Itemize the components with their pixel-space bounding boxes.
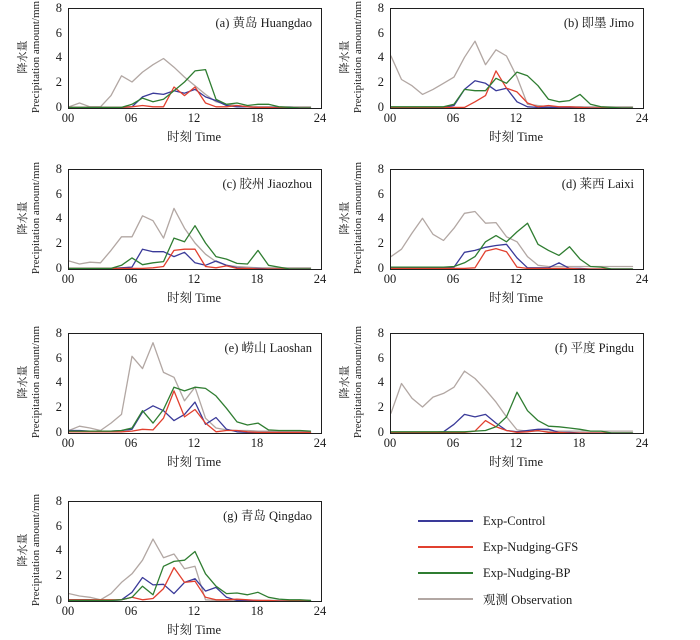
- y-tick-label: 2: [377, 400, 384, 414]
- y-tick-label: 6: [55, 351, 62, 365]
- y-tick-label: 6: [55, 26, 62, 40]
- x-tick-label: 12: [187, 436, 201, 450]
- y-tick-label: 0: [55, 261, 62, 275]
- y-tick-label: 0: [55, 593, 62, 607]
- x-tick-label: 06: [446, 436, 460, 450]
- subplot-title: (e) 崂山 Laoshan: [224, 341, 312, 355]
- y-axis-label-cn: 降水量: [339, 201, 351, 235]
- y-axis-label-en: Precipitation amount/mm: [352, 325, 364, 439]
- y-tick-label: 8: [377, 1, 384, 15]
- legend-line-exp-control: [418, 520, 473, 522]
- y-tick-label: 6: [377, 26, 384, 40]
- x-axis-label: 时刻 Time: [488, 291, 544, 305]
- x-tick-label: 00: [61, 111, 75, 125]
- series-line-gfs: [69, 87, 311, 108]
- legend-label: Exp-Nudging-BP: [483, 565, 571, 580]
- x-tick-label: 18: [250, 436, 264, 450]
- x-tick-label: 00: [383, 111, 397, 125]
- subplot-title: (g) 青岛 Qingdao: [223, 509, 312, 523]
- y-tick-label: 2: [55, 75, 62, 89]
- legend-line-observation: [418, 598, 473, 600]
- y-tick-label: 2: [55, 236, 62, 250]
- x-tick-label: 24: [635, 436, 649, 450]
- series-line-obs: [69, 59, 311, 107]
- subplot-e-laoshan: [0, 325, 350, 473]
- y-tick-label: 6: [377, 187, 384, 201]
- y-tick-label: 4: [55, 211, 62, 225]
- x-tick-label: 00: [61, 272, 75, 286]
- x-tick-label: 12: [509, 272, 523, 286]
- x-tick-label: 24: [635, 111, 649, 125]
- y-tick-label: 2: [377, 236, 384, 250]
- y-tick-label: 8: [377, 326, 384, 340]
- y-axis-label-en: Precipitation amount/mm: [352, 161, 364, 275]
- x-tick-label: 18: [572, 272, 586, 286]
- x-tick-label: 00: [61, 604, 75, 618]
- y-axis-label-cn: 降水量: [17, 201, 29, 235]
- x-tick-label: 06: [124, 604, 138, 618]
- y-axis-label-en: Precipitation amount/mm: [30, 161, 42, 275]
- x-tick-label: 18: [250, 272, 264, 286]
- y-tick-label: 8: [377, 162, 384, 176]
- y-tick-label: 0: [377, 425, 384, 439]
- y-axis-label-cn: 降水量: [339, 365, 351, 399]
- x-tick-label: 00: [383, 436, 397, 450]
- series-line-bp: [69, 226, 311, 269]
- legend: [322, 493, 672, 640]
- series-line-control: [391, 81, 633, 108]
- y-tick-label: 4: [377, 375, 384, 389]
- y-tick-label: 6: [55, 187, 62, 201]
- x-tick-label: 06: [446, 111, 460, 125]
- x-tick-label: 18: [250, 111, 264, 125]
- legend-line-exp-nudging-gfs: [418, 546, 473, 548]
- subplot-title: (a) 黄岛 Huangdao: [215, 16, 312, 30]
- series-line-bp: [391, 223, 633, 269]
- x-tick-label: 24: [313, 272, 327, 286]
- y-tick-label: 4: [55, 375, 62, 389]
- subplot-g-qingdao: [0, 493, 350, 640]
- x-tick-label: 24: [313, 111, 327, 125]
- x-tick-label: 24: [313, 436, 327, 450]
- x-axis-label: 时刻 Time: [166, 455, 222, 469]
- legend-item-exp-nudging-bp: [418, 563, 571, 583]
- legend-item-observation: [418, 589, 572, 609]
- subplot-title: (b) 即墨 Jimo: [563, 16, 634, 30]
- y-tick-label: 8: [55, 162, 62, 176]
- legend-line-exp-nudging-bp: [418, 572, 473, 574]
- y-axis-label-en: Precipitation amount/mm: [30, 0, 42, 114]
- y-tick-label: 0: [377, 100, 384, 114]
- x-tick-label: 06: [446, 272, 460, 286]
- x-axis-label: 时刻 Time: [166, 130, 222, 144]
- x-tick-label: 18: [572, 436, 586, 450]
- legend-item-exp-control: [418, 511, 546, 531]
- series-line-obs: [391, 41, 633, 107]
- y-axis-label-en: Precipitation amount/mm: [30, 325, 42, 439]
- x-tick-label: 12: [187, 272, 201, 286]
- legend-label: 观测 Observation: [483, 593, 573, 607]
- series-line-bp: [391, 392, 633, 433]
- y-tick-label: 8: [55, 326, 62, 340]
- subplot-b-jimo: [322, 0, 672, 148]
- y-tick-label: 8: [55, 494, 62, 508]
- x-axis-label: 时刻 Time: [488, 130, 544, 144]
- subplot-a-huangdao: [0, 0, 350, 148]
- y-tick-label: 2: [55, 568, 62, 582]
- x-tick-label: 24: [635, 272, 649, 286]
- x-tick-label: 12: [509, 436, 523, 450]
- subplot-title: (f) 平度 Pingdu: [554, 341, 634, 355]
- series-line-obs: [69, 208, 311, 267]
- series-line-gfs: [391, 71, 633, 108]
- y-tick-label: 0: [55, 425, 62, 439]
- x-tick-label: 06: [124, 436, 138, 450]
- y-axis-label-cn: 降水量: [17, 40, 29, 74]
- x-tick-label: 12: [187, 604, 201, 618]
- legend-label: Exp-Control: [483, 513, 546, 528]
- series-line-bp: [69, 552, 311, 601]
- y-axis-label-en: Precipitation amount/mm: [30, 493, 42, 607]
- y-axis-label-cn: 降水量: [17, 533, 29, 567]
- x-tick-label: 12: [187, 111, 201, 125]
- x-tick-label: 00: [383, 272, 397, 286]
- x-tick-label: 06: [124, 272, 138, 286]
- series-line-gfs: [69, 568, 311, 601]
- subplot-f-pingdu: [322, 325, 672, 473]
- y-tick-label: 4: [55, 50, 62, 64]
- y-axis-label-en: Precipitation amount/mm: [352, 0, 364, 114]
- y-tick-label: 4: [55, 543, 62, 557]
- x-tick-label: 18: [250, 604, 264, 618]
- y-tick-label: 8: [55, 1, 62, 15]
- x-tick-label: 12: [509, 111, 523, 125]
- x-tick-label: 06: [124, 111, 138, 125]
- series-line-obs: [69, 539, 311, 600]
- legend-label: Exp-Nudging-GFS: [483, 539, 579, 554]
- y-tick-label: 2: [377, 75, 384, 89]
- y-tick-label: 4: [377, 50, 384, 64]
- subplot-title: (c) 胶州 Jiaozhou: [222, 177, 312, 191]
- x-axis-label: 时刻 Time: [166, 291, 222, 305]
- y-axis-label-cn: 降水量: [339, 40, 351, 74]
- y-tick-label: 4: [377, 211, 384, 225]
- series-line-control: [391, 244, 633, 269]
- x-axis-label: 时刻 Time: [166, 623, 222, 637]
- x-tick-label: 18: [572, 111, 586, 125]
- y-tick-label: 2: [55, 400, 62, 414]
- y-tick-label: 6: [377, 351, 384, 365]
- legend-item-exp-nudging-gfs: [418, 537, 578, 557]
- y-axis-label-cn: 降水量: [17, 365, 29, 399]
- x-tick-label: 24: [313, 604, 327, 618]
- subplot-d-laixi: [322, 161, 672, 309]
- x-tick-label: 00: [61, 436, 75, 450]
- series-line-gfs: [69, 391, 311, 433]
- x-axis-label: 时刻 Time: [488, 455, 544, 469]
- y-tick-label: 0: [55, 100, 62, 114]
- y-tick-label: 6: [55, 519, 62, 533]
- subplot-c-jiaozhou: [0, 161, 350, 309]
- series-line-obs: [391, 371, 633, 431]
- subplot-title: (d) 莱西 Laixi: [561, 177, 634, 191]
- y-tick-label: 0: [377, 261, 384, 275]
